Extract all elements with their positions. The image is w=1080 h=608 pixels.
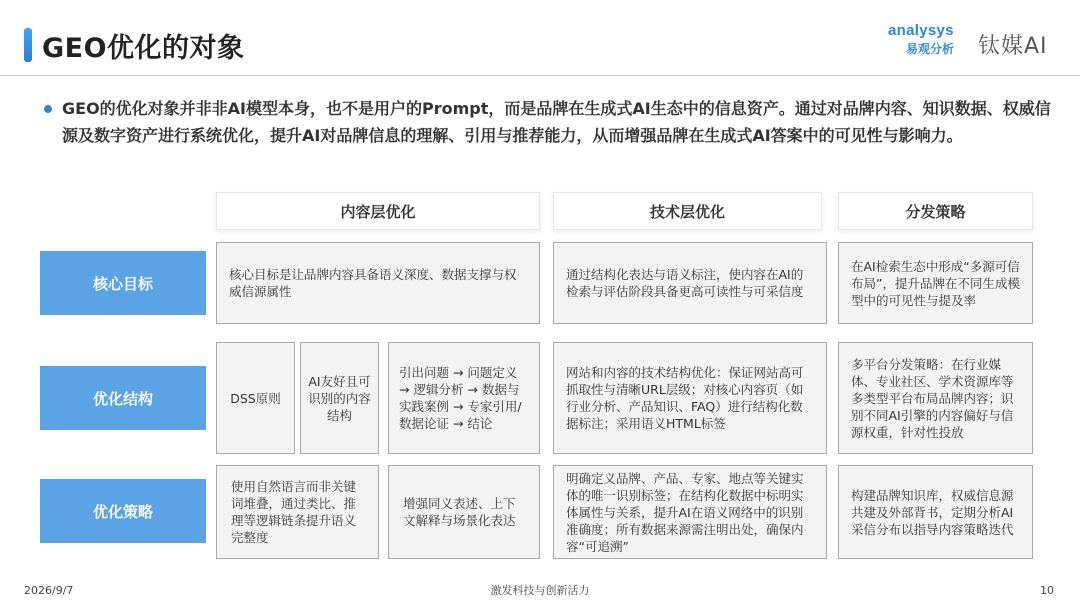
cell-structure-dist — [838, 342, 1033, 454]
column-header-content: 内容层优化 — [216, 192, 540, 230]
cell-strategy-natural-language — [216, 465, 379, 559]
timei-logo: 钛媒AI — [978, 34, 1048, 59]
cell-structure-logic-chain — [388, 342, 540, 454]
cell-text: 通过结构化表达与语义标注，使内容在AI的检索与评估阶段具备更高可读性与可采信度 — [566, 267, 804, 299]
cell-core-goal-dist — [838, 242, 1033, 324]
cell-structure-dss — [216, 342, 295, 454]
analysys-logo-cn: 易观分析 — [906, 42, 955, 56]
column-header-tech: 技术层优化 — [553, 192, 822, 230]
analysys-logo — [888, 22, 968, 62]
cell-structure-ai-friendly — [300, 342, 379, 454]
footer-date: 2026/9/7 — [24, 584, 74, 597]
cell-text: 网站和内容的技术结构优化：保证网站高可抓取性与清晰URL层级；对核心内容页（如行业分析、产品知识、FAQ）进行结构化数据标注；采用语义HTML标签 — [566, 365, 804, 431]
row-label-optimization-structure: 优化结构 — [40, 366, 206, 430]
cell-text: 使用自然语言而非关键词堆叠，通过类比、推理等逻辑链条提升语义完整度 — [231, 479, 357, 545]
cell-text: 明确定义品牌、产品、专家、地点等关键实体的唯一识别标签；在结构化数据中标明实体属性与关系，提升AI在语义网络中的识别准确度；所有数据来源需注明出处，确保内容“可追溯” — [566, 470, 804, 554]
analysys-logo-text: analysys — [888, 22, 954, 39]
cell-text: 核心目标是让品牌内容具备语义深度、数据支撑与权威信源属性 — [229, 267, 517, 299]
page-title: GEO优化的对象 — [42, 33, 245, 64]
row-label-core-goal: 核心目标 — [40, 251, 206, 315]
cell-text: 在AI检索生态中形成“多源可信布局”，提升品牌在不同生成模型中的可见性与提及率 — [851, 258, 1020, 308]
bullet-dot-icon — [44, 105, 52, 113]
cell-core-goal-content — [216, 242, 540, 324]
intro-paragraph: GEO的优化对象并非非AI模型本身，也不是用户的Prompt，而是品牌在生成式AI生态中的信息资产。通过对品牌内容、知识数据、权威信源及数字资产进行系统优化，提升AI对品牌信息的理解、引用与推荐能力，从而增强品牌在生成式AI答案中的可见性与影响力。 — [62, 99, 1051, 145]
row-label-optimization-strategy: 优化策略 — [40, 479, 206, 543]
cell-text: 引出问题 → 问题定义 → 逻辑分析 → 数据与实践案例 → 专家引用/数据论证 → 结论 — [399, 365, 522, 431]
cell-strategy-tech — [553, 465, 827, 559]
title-accent-bar — [24, 28, 32, 62]
column-header-distribution: 分发策略 — [838, 192, 1033, 230]
cell-text: DSS原则 — [230, 390, 281, 406]
page-number: 10 — [1040, 584, 1054, 597]
cell-text: 增强同义表述、上下文解释与场景化表达 — [403, 496, 516, 528]
header-divider — [0, 75, 1080, 76]
cell-strategy-dist — [838, 465, 1033, 559]
cell-strategy-synonyms — [388, 465, 540, 559]
footer-slogan: 激发科技与创新活力 — [490, 584, 590, 597]
cell-text: AI友好且可识别的内容结构 — [308, 373, 371, 423]
cell-text: 构建品牌知识库，权威信息源共建及外部背书，定期分析AI采信分布以指导内容策略迭代 — [851, 487, 1014, 537]
cell-core-goal-tech — [553, 242, 827, 324]
cell-structure-tech — [553, 342, 827, 454]
cell-text: 多平台分发策略：在行业媒体、专业社区、学术资源库等多类型平台布局品牌内容；识别不同AI引擎的内容偏好与信源权重，针对性投放 — [851, 356, 1014, 440]
